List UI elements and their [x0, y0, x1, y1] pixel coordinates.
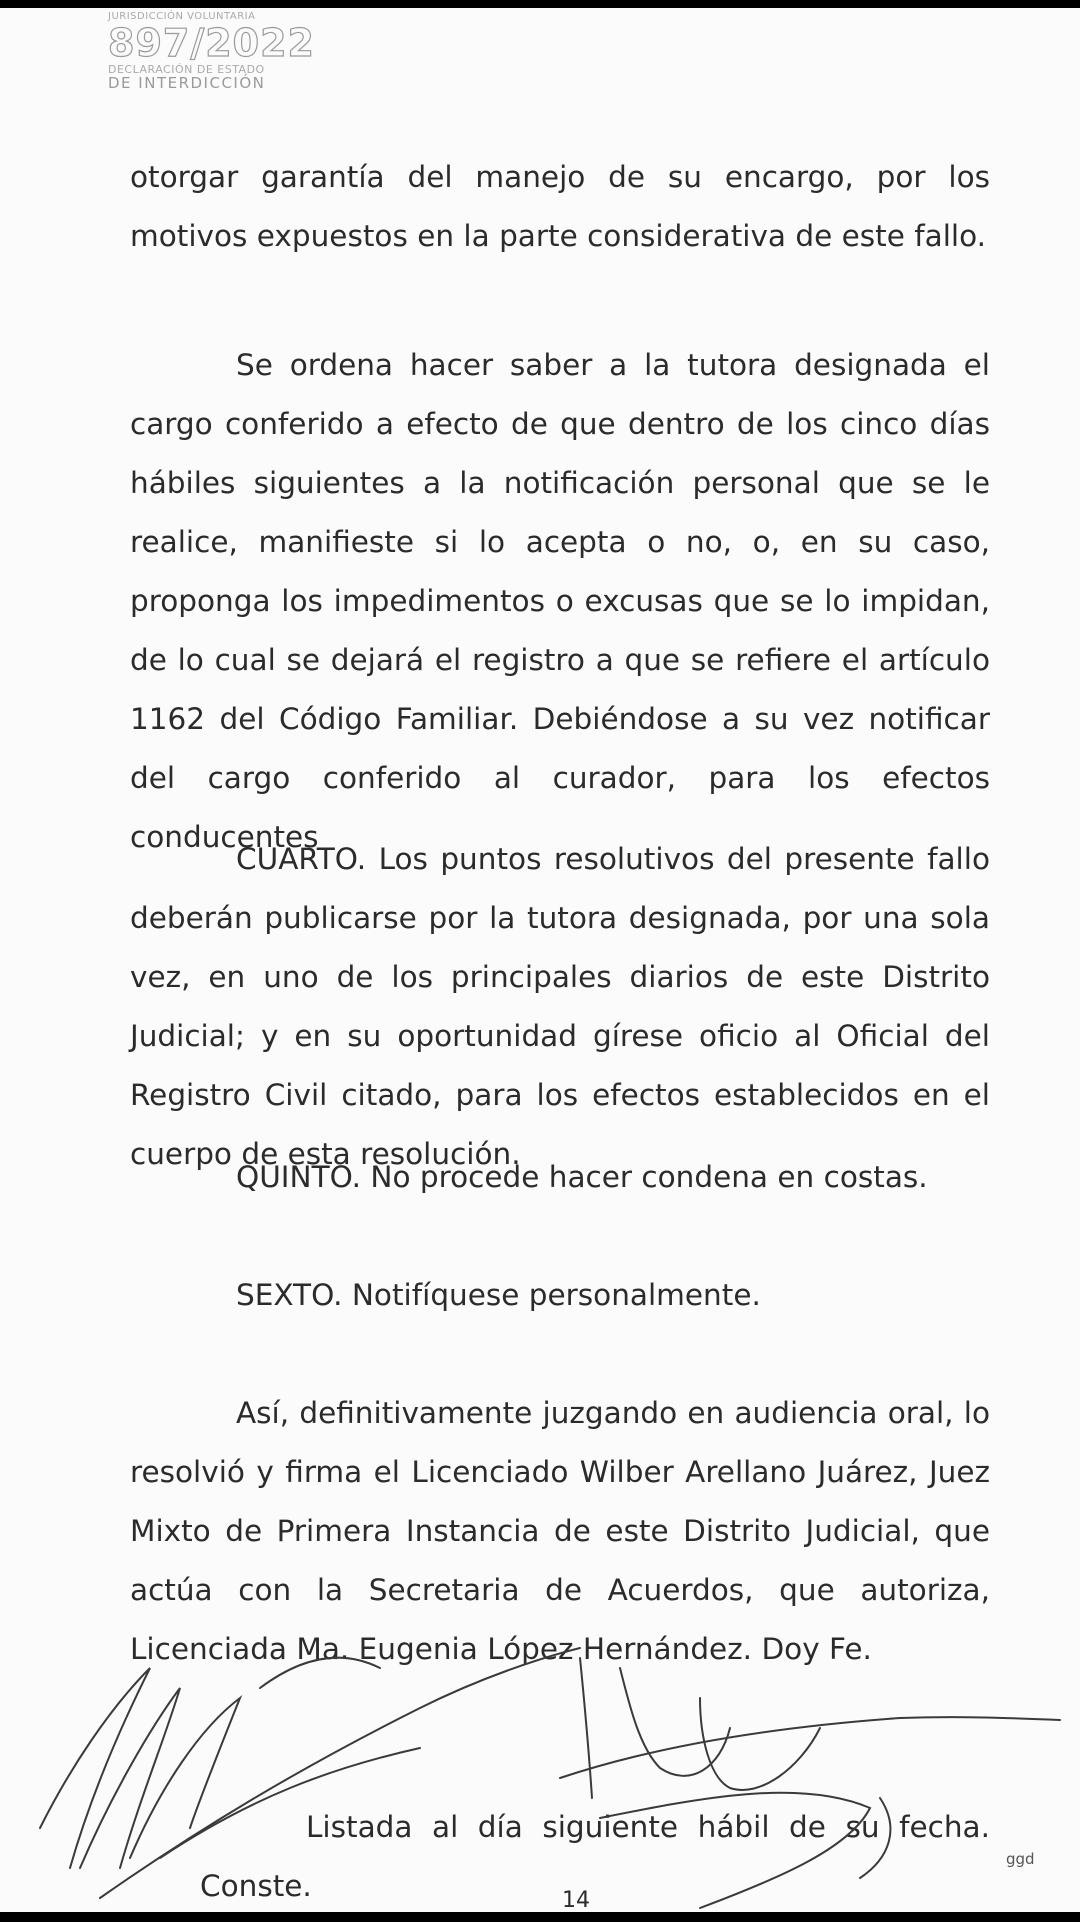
stamp-interdiction: DE INTERDICCIÓN [108, 74, 266, 92]
stamp-jurisdiction: JURISDICCIÓN VOLUNTARIA [108, 11, 256, 22]
paragraph-sexto: SEXTO. Notifíquese personalmente. [236, 1278, 761, 1312]
paragraph-cuarto: CUARTO. Los puntos resolutivos del presente fallo deberán publicarse por la tutora designada, por una sola vez, en uno de los principales diarios de este Distrito Judicial; y en su oportunidad gírese oficio al Oficial del Registro Civil citado, para los efectos establecidos en el cuerpo de esta resolución. [130, 842, 990, 1171]
case-stamp [108, 12, 315, 91]
page-number: 14 [562, 1888, 590, 1912]
paragraph-listing: Listada al día siguiente hábil de su fecha. Conste. [200, 1810, 990, 1903]
paragraph-tutor-notice: Se ordena hacer saber a la tutora designada el cargo conferido a efecto de que dentro de los cinco días hábiles siguientes a la notificación personal que se le realice, manifieste si lo acepta o no, o, en su caso, proponga los impedimentos o excusas que se lo impidan, de lo cual se dejará el registro a que se refiere el artículo 1162 del Código Familiar. Debiéndose a su vez notificar del cargo conferido al curador, para los efectos conducentes [130, 348, 990, 854]
document-page [0, 8, 1080, 1912]
stamp-case-number: 897/2022 [108, 21, 315, 65]
stamp-declaration: DECLARACIÓN DE ESTADO [108, 63, 265, 76]
typist-initials: ggd [1006, 1850, 1035, 1868]
paragraph-quinto: QUINTO. No procede hacer condena en costas. [236, 1160, 928, 1194]
paragraph-guarantee: otorgar garantía del manejo de su encargo, por los motivos expuestos en la parte considerativa de este fallo. [130, 160, 990, 253]
paragraph-signature-clause: Así, definitivamente juzgando en audiencia oral, lo resolvió y firma el Licenciado Wilber Arellano Juárez, Juez Mixto de Primera Instancia de este Distrito Judicial, que actúa con la Secretaria de Acuerdos, que autoriza, Licenciada Ma. Eugenia López Hernández. Doy Fe. [130, 1396, 990, 1666]
